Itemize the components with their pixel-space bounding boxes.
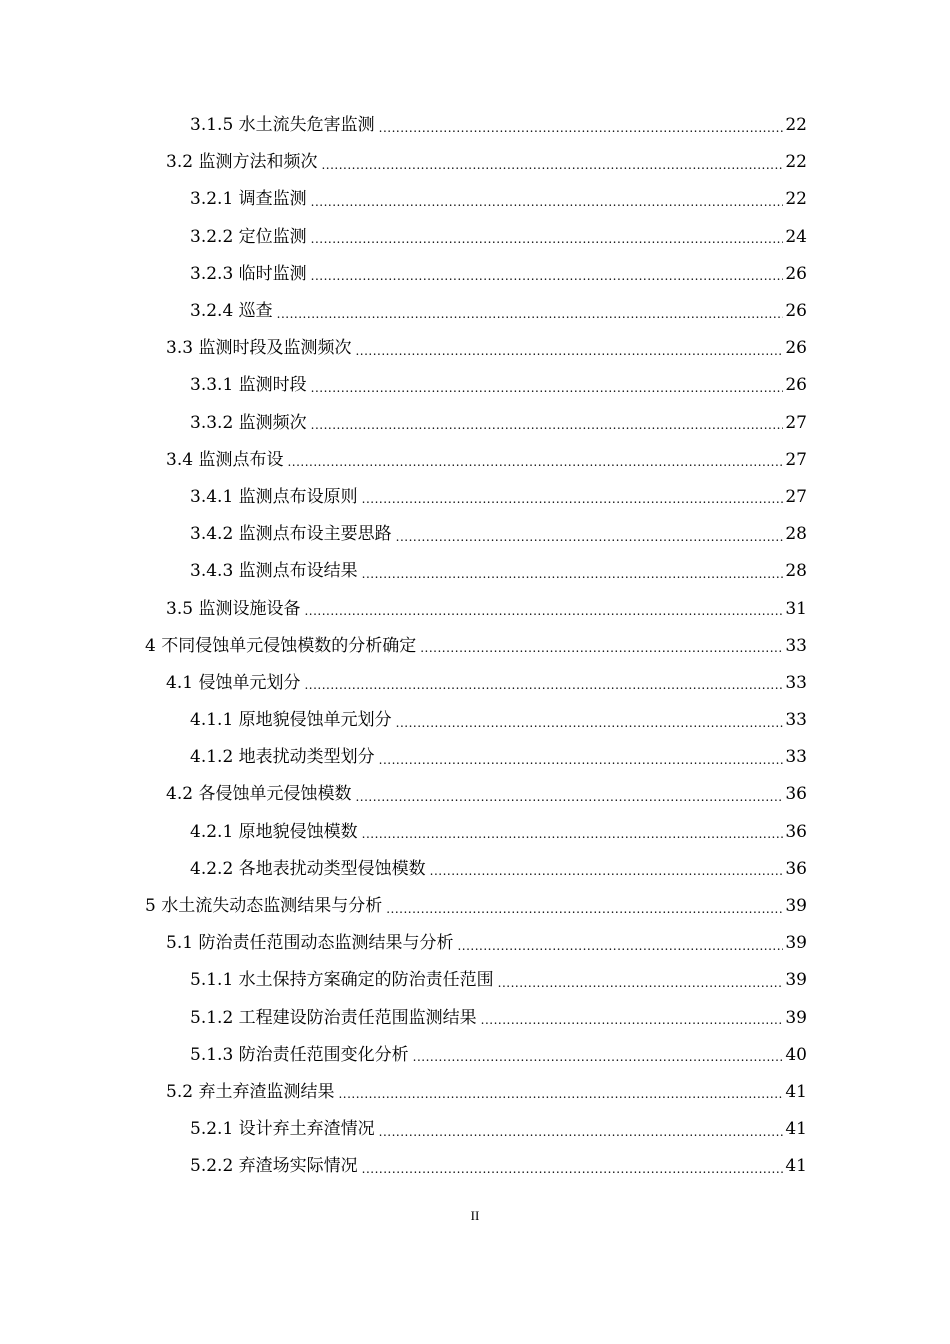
toc-dot-leader <box>338 1088 783 1100</box>
page-number: II <box>470 1208 480 1223</box>
toc-entry-title: 3.2.4 巡查 <box>190 301 273 322</box>
toc-dot-leader <box>362 828 784 840</box>
toc-entry-page: 41 <box>785 1156 807 1177</box>
toc-entry[interactable] <box>0 962 950 999</box>
toc-entry[interactable] <box>0 107 950 144</box>
toc-dot-leader <box>362 568 784 580</box>
toc-entry-title: 5.2 弃土弃渣监测结果 <box>166 1081 335 1102</box>
toc-entry-page: 33 <box>785 710 807 731</box>
toc-entry-title: 4.1 侵蚀单元划分 <box>166 672 301 693</box>
toc-entry[interactable] <box>0 1148 950 1185</box>
toc-entry[interactable] <box>0 442 950 479</box>
table-of-contents <box>0 107 950 1185</box>
toc-entry-page: 26 <box>785 301 807 322</box>
toc-entry-title: 3.4.2 监测点布设主要思路 <box>190 524 392 545</box>
toc-entry-page: 36 <box>785 821 807 842</box>
toc-entry-page: 31 <box>785 598 807 619</box>
toc-entry-title: 5.1.2 工程建设防治责任范围监测结果 <box>190 1007 477 1028</box>
toc-dot-leader <box>311 382 784 394</box>
toc-dot-leader <box>311 233 784 245</box>
toc-dot-leader <box>311 196 784 208</box>
toc-entry[interactable] <box>0 814 950 851</box>
toc-entry[interactable] <box>0 776 950 813</box>
toc-entry[interactable] <box>0 702 950 739</box>
toc-dot-leader <box>379 754 784 766</box>
toc-entry-page: 28 <box>785 524 807 545</box>
toc-entry-title: 3.2 监测方法和频次 <box>166 152 318 173</box>
toc-entry[interactable] <box>0 293 950 330</box>
toc-dot-leader <box>396 717 784 729</box>
toc-entry-page: 26 <box>785 375 807 396</box>
toc-entry[interactable] <box>0 1000 950 1037</box>
toc-dot-leader <box>430 865 784 877</box>
toc-dot-leader <box>481 1014 784 1026</box>
toc-dot-leader <box>498 977 784 989</box>
toc-entry-page: 40 <box>785 1044 807 1065</box>
toc-dot-leader <box>355 345 783 357</box>
toc-entry-title: 4.1.2 地表扰动类型划分 <box>190 747 375 768</box>
toc-entry-page: 27 <box>785 486 807 507</box>
toc-entry-page: 36 <box>785 784 807 805</box>
toc-entry[interactable] <box>0 405 950 442</box>
toc-entry-page: 22 <box>785 189 807 210</box>
toc-entry-title: 5.1.1 水土保持方案确定的防治责任范围 <box>190 970 494 991</box>
toc-entry-page: 24 <box>785 226 807 247</box>
toc-entry[interactable] <box>0 553 950 590</box>
toc-dot-leader <box>277 308 784 320</box>
toc-entry-page: 27 <box>785 412 807 433</box>
toc-dot-leader <box>379 1126 784 1138</box>
toc-entry-page: 39 <box>785 1007 807 1028</box>
toc-dot-leader <box>386 903 783 915</box>
toc-entry[interactable] <box>0 144 950 181</box>
toc-entry-page: 27 <box>785 449 807 470</box>
toc-entry[interactable] <box>0 665 950 702</box>
toc-entry-title: 3.5 监测设施设备 <box>166 598 301 619</box>
toc-entry-page: 26 <box>785 263 807 284</box>
toc-entry[interactable] <box>0 256 950 293</box>
toc-entry[interactable] <box>0 1111 950 1148</box>
toc-entry[interactable] <box>0 1074 950 1111</box>
toc-entry-page: 39 <box>785 933 807 954</box>
toc-entry-title: 3.1.5 水土流失危害监测 <box>190 115 375 136</box>
toc-entry-page: 22 <box>785 115 807 136</box>
toc-dot-leader <box>379 122 784 134</box>
toc-entry-title: 4.2 各侵蚀单元侵蚀模数 <box>166 784 352 805</box>
toc-dot-leader <box>287 456 783 468</box>
toc-entry-title: 5.2.2 弃渣场实际情况 <box>190 1156 358 1177</box>
toc-entry-title: 3.3 监测时段及监测频次 <box>166 338 352 359</box>
toc-dot-leader <box>355 791 783 803</box>
toc-entry-page: 33 <box>785 747 807 768</box>
toc-entry-title: 4.1.1 原地貌侵蚀单元划分 <box>190 710 392 731</box>
toc-entry-title: 3.4 监测点布设 <box>166 449 284 470</box>
toc-entry[interactable] <box>0 219 950 256</box>
toc-dot-leader <box>304 679 783 691</box>
toc-entry-page: 39 <box>785 970 807 991</box>
toc-entry-page: 41 <box>785 1119 807 1140</box>
toc-dot-leader <box>311 419 784 431</box>
toc-dot-leader <box>457 940 783 952</box>
toc-entry[interactable] <box>0 181 950 218</box>
toc-entry[interactable] <box>0 628 950 665</box>
toc-entry-title: 4.2.2 各地表扰动类型侵蚀模数 <box>190 858 426 879</box>
toc-entry-title: 3.4.1 监测点布设原则 <box>190 486 358 507</box>
toc-entry-page: 36 <box>785 858 807 879</box>
toc-entry[interactable] <box>0 1037 950 1074</box>
toc-dot-leader <box>321 159 783 171</box>
toc-entry[interactable] <box>0 925 950 962</box>
toc-entry-title: 3.2.1 调查监测 <box>190 189 307 210</box>
toc-entry-page: 33 <box>785 635 807 656</box>
toc-entry-title: 5.1.3 防治责任范围变化分析 <box>190 1044 409 1065</box>
toc-entry-title: 4 不同侵蚀单元侵蚀模数的分析确定 <box>145 635 417 656</box>
toc-entry[interactable] <box>0 330 950 367</box>
toc-dot-leader <box>396 531 784 543</box>
toc-entry[interactable] <box>0 851 950 888</box>
toc-entry-title: 3.2.3 临时监测 <box>190 263 307 284</box>
toc-entry-title: 5.1 防治责任范围动态监测结果与分析 <box>166 933 454 954</box>
toc-dot-leader <box>304 605 783 617</box>
toc-dot-leader <box>311 270 784 282</box>
toc-entry[interactable] <box>0 479 950 516</box>
toc-entry-title: 5.2.1 设计弃土弃渣情况 <box>190 1119 375 1140</box>
toc-dot-leader <box>413 1051 784 1063</box>
toc-entry[interactable] <box>0 590 950 627</box>
toc-entry-page: 26 <box>785 338 807 359</box>
toc-entry-title: 3.3.1 监测时段 <box>190 375 307 396</box>
toc-entry-title: 3.3.2 监测频次 <box>190 412 307 433</box>
toc-entry-page: 39 <box>785 896 807 917</box>
toc-dot-leader <box>362 493 784 505</box>
toc-entry-title: 5 水土流失动态监测结果与分析 <box>145 896 383 917</box>
toc-dot-leader <box>362 1163 784 1175</box>
toc-dot-leader <box>420 642 783 654</box>
toc-entry-page: 41 <box>785 1081 807 1102</box>
toc-entry[interactable] <box>0 888 950 925</box>
toc-entry-page: 33 <box>785 672 807 693</box>
toc-entry[interactable] <box>0 516 950 553</box>
toc-entry-title: 4.2.1 原地貌侵蚀模数 <box>190 821 358 842</box>
toc-entry-title: 3.4.3 监测点布设结果 <box>190 561 358 582</box>
toc-entry-title: 3.2.2 定位监测 <box>190 226 307 247</box>
toc-entry-page: 22 <box>785 152 807 173</box>
toc-entry[interactable] <box>0 739 950 776</box>
toc-entry[interactable] <box>0 367 950 404</box>
toc-entry-page: 28 <box>785 561 807 582</box>
